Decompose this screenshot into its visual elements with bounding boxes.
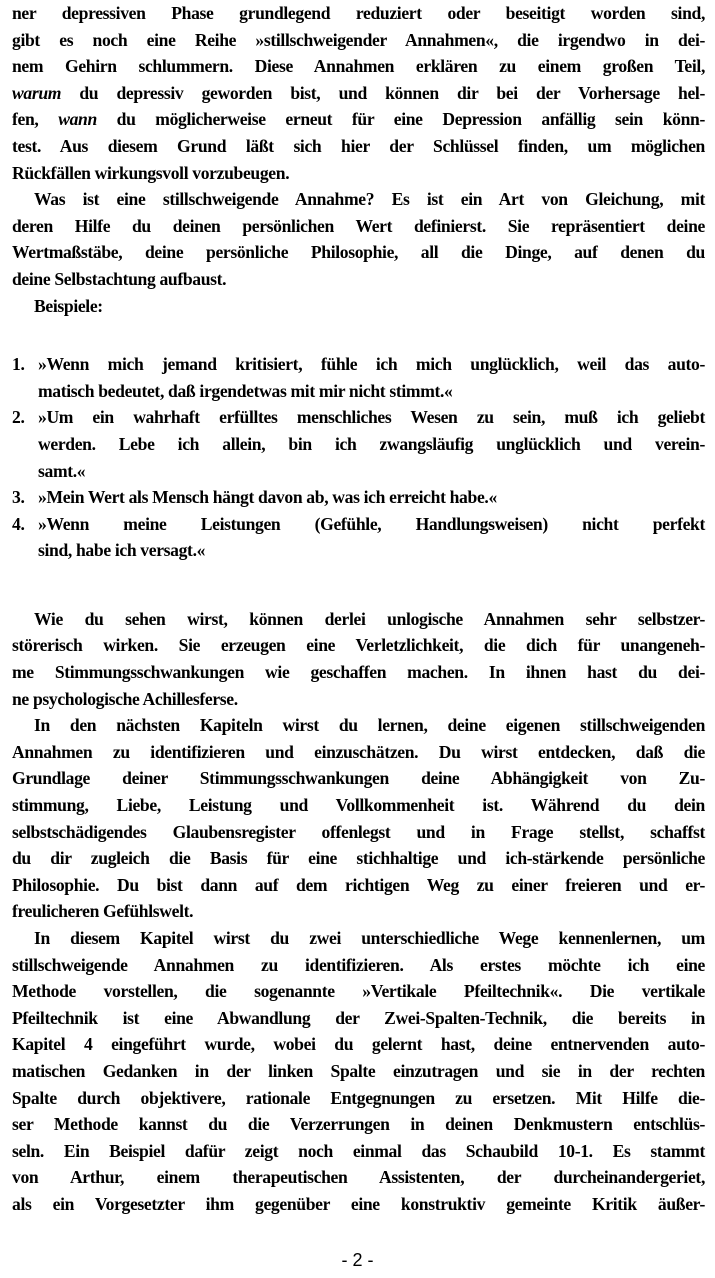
list-item <box>12 404 705 484</box>
list-number: 3. <box>12 487 25 508</box>
paragraph-3 <box>12 606 705 712</box>
text-line: sind, habe ich versagt.« <box>38 540 206 561</box>
text-line: Wertmaßstäbe, deine persönliche Philosophie, all die Dinge, auf denen du <box>12 242 705 263</box>
text-line: Rückfällen wirkungsvoll vorzubeugen. <box>12 162 290 183</box>
list-item <box>12 351 705 404</box>
text-line: me Stimmungsschwankungen wie geschaffen machen. In ihnen hast du dei- <box>12 662 705 683</box>
text-line: Spalte durch objektivere, rationale Entgegnungen zu ersetzen. Mit Hilfe die- <box>12 1087 705 1108</box>
text-line: Grundlage deiner Stimmungsschwankungen deine Abhängigkeit von Zu- <box>12 768 705 789</box>
text-line: warum du depressiv geworden bist, und können dir bei der Vorhersage hel- <box>12 82 705 103</box>
emphasis-wann: wann <box>58 109 97 130</box>
text-line: Wie du sehen wirst, können derlei unlogische Annahmen sehr selbstzer- <box>34 608 705 629</box>
text-line: Kapitel 4 eingeführt wurde, wobei du gelernt hast, deine entnervenden auto- <box>12 1034 705 1055</box>
text-line: stillschweigende Annahmen zu identifizieren. Als erstes möchte ich eine <box>12 954 705 975</box>
text-line: Was ist eine stillschweigende Annahme? Es ist ein Art von Gleichung, mit <box>34 189 705 210</box>
text-line: nem Gehirn schlummern. Diese Annahmen erklären zu einem großen Teil, <box>12 56 705 77</box>
emphasis-warum: warum <box>12 82 62 103</box>
examples-label: Beispiele: <box>34 295 103 316</box>
text-line: Pfeiltechnik ist eine Abwandlung der Zwei-Spalten-Technik, die bereits in <box>12 1007 705 1028</box>
paragraph-1 <box>12 0 705 186</box>
text-line: von Arthur, einem therapeutischen Assistenten, der durcheinandergeriet, <box>12 1167 705 1188</box>
examples-list <box>12 351 705 564</box>
text-line: ne psychologische Achillesferse. <box>12 688 238 709</box>
spacer <box>12 564 705 606</box>
text-line: seln. Ein Beispiel dafür zeigt noch einmal das Schaubild 10-1. Es stammt <box>12 1140 705 1161</box>
text-line: werden. Lebe ich allein, bin ich zwangsläufig unglücklich und verein- <box>38 433 705 454</box>
text-line: ser Methode kannst du die Verzerrungen in deinen Denkmustern entschlüs- <box>12 1114 705 1135</box>
text-line: freulicheren Gefühlswelt. <box>12 901 194 922</box>
text-line: deine Selbstachtung aufbaust. <box>12 268 227 289</box>
text-line: Philosophie. Du bist dann auf dem richtigen Weg zu einer freieren und er- <box>12 874 705 895</box>
list-item <box>12 484 705 511</box>
list-number: 1. <box>12 354 25 375</box>
text-line: störerisch wirken. Sie erzeugen eine Verletzlichkeit, die dich für unangeneh- <box>12 635 705 656</box>
text-line: samt.« <box>38 460 86 481</box>
text-line: Methode vorstellen, die sogenannte »Vertikale Pfeiltechnik«. Die vertikale <box>12 981 705 1002</box>
text-line: In den nächsten Kapiteln wirst du lernen, deine eigenen stillschweigenden <box>34 715 705 736</box>
text-line: deren Hilfe du deinen persönlichen Wert definierst. Sie repräsentiert deine <box>12 215 705 236</box>
document-page <box>12 0 705 1218</box>
text-line: als ein Vorgesetzter ihm gegenüber eine konstruktiv gemeinte Kritik äußer- <box>12 1193 705 1214</box>
text-line: Annahmen zu identifizieren und einzuschätzen. Du wirst entdecken, daß die <box>12 741 705 762</box>
text-line: test. Aus diesem Grund läßt sich hier der Schlüssel finden, um möglichen <box>12 135 705 156</box>
paragraph-4 <box>12 712 705 925</box>
text-line: »Mein Wert als Mensch hängt davon ab, was ich erreicht habe.« <box>38 487 497 508</box>
text-line: stimmung, Liebe, Leistung und Vollkommenheit ist. Während du dein <box>12 795 705 816</box>
text-line: matischen Gedanken in der linken Spalte einzutragen und sie in der rechten <box>12 1060 705 1081</box>
list-item <box>12 511 705 564</box>
text-line: gibt es noch eine Reihe »stillschweigender Annahmen«, die irgendwo in dei- <box>12 29 705 50</box>
text-line: ner depressiven Phase grundlegend reduziert oder beseitigt worden sind, <box>12 3 705 23</box>
spacer <box>12 319 705 351</box>
text-line: du dir zugleich die Basis für eine stichhaltige und ich-stärkende persönliche <box>12 848 705 869</box>
text-line: selbstschädigendes Glaubensregister offenlegst und in Frage stellst, schaffst <box>12 821 705 842</box>
page-number: - 2 - <box>341 1250 374 1270</box>
text-line: fen, wann du möglicherweise erneut für eine Depression anfällig sein könn- <box>12 109 705 130</box>
text-line: »Wenn meine Leistungen (Gefühle, Handlungsweisen) nicht perfekt <box>38 513 705 534</box>
text-line: »Wenn mich jemand kritisiert, fühle ich mich unglücklich, weil das auto- <box>38 354 705 375</box>
list-number: 2. <box>12 407 25 428</box>
text-line: »Um ein wahrhaft erfülltes menschliches Wesen zu sein, muß ich geliebt <box>38 407 705 428</box>
text-line: matisch bedeutet, daß irgendetwas mit mir nicht stimmt.« <box>38 380 453 401</box>
paragraph-2 <box>12 186 705 292</box>
paragraph-5 <box>12 925 705 1218</box>
list-number: 4. <box>12 513 25 534</box>
text-line: In diesem Kapitel wirst du zwei unterschiedliche Wege kennenlernen, um <box>34 928 705 948</box>
